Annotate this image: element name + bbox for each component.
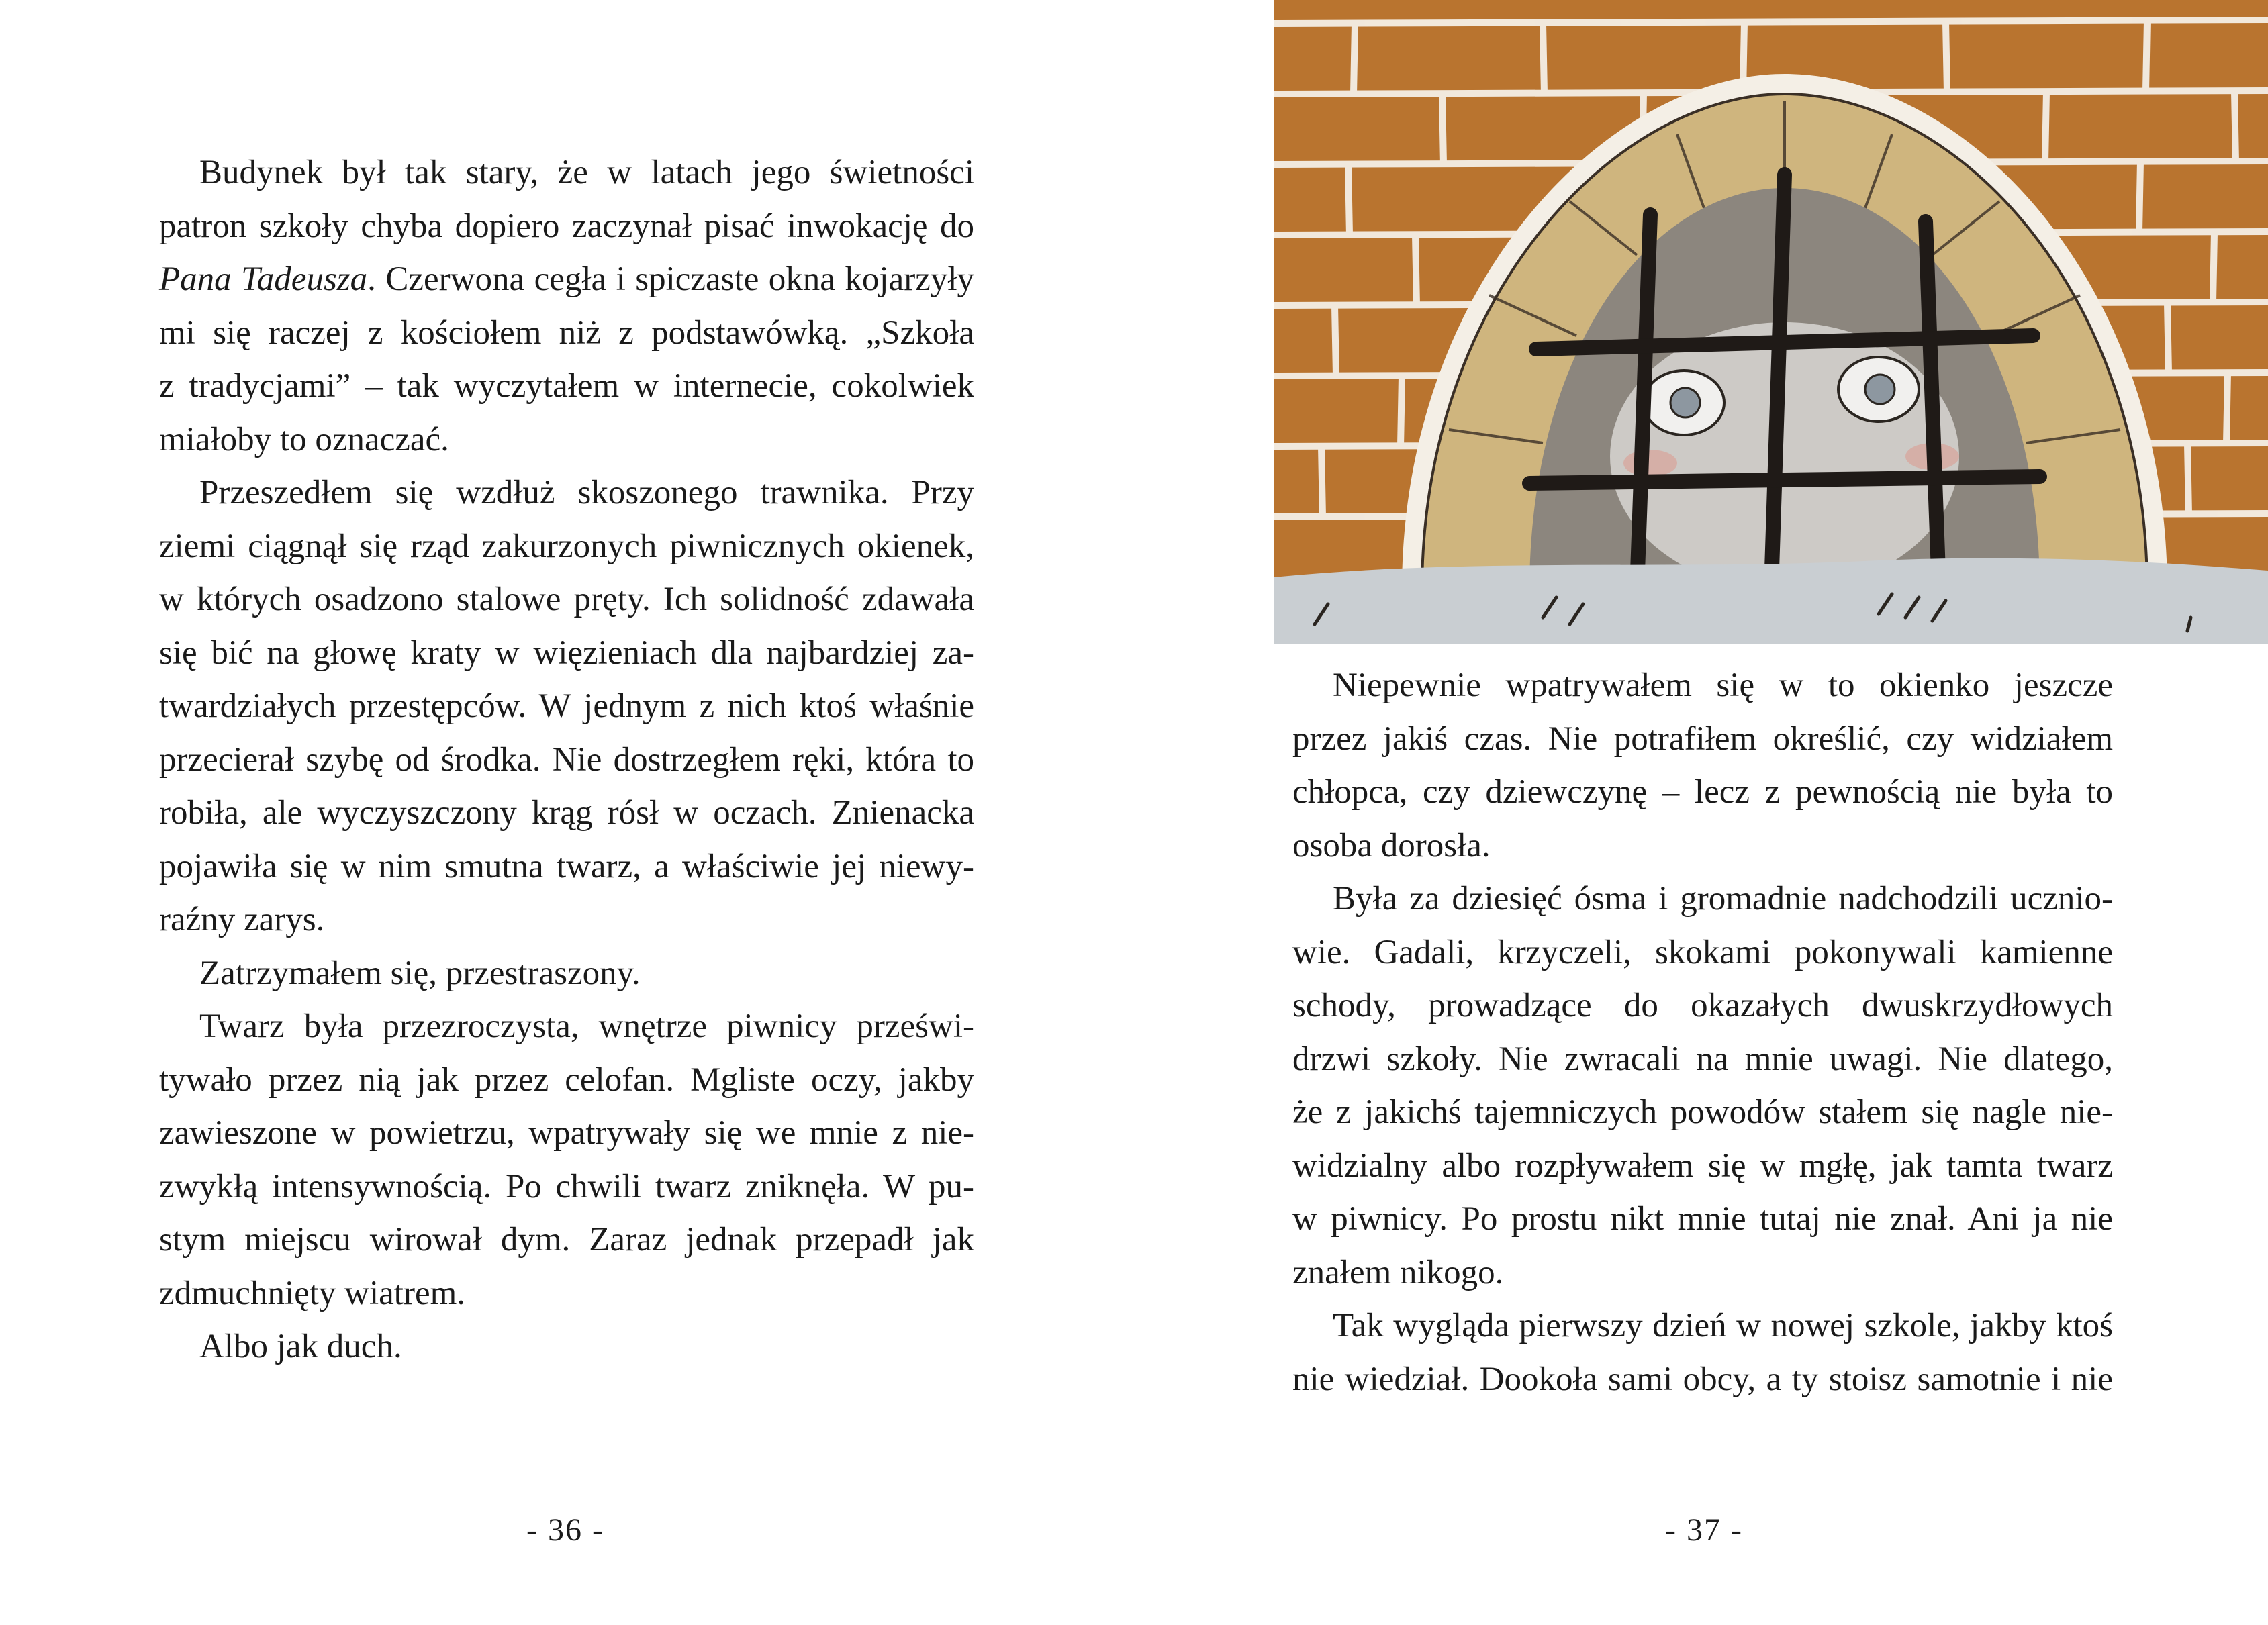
right-paragraph-2: [1292, 873, 2113, 1299]
text-line: Tak wygląda pierwszy dzień w nowej szkole, jakby ktoś: [1333, 1307, 2113, 1344]
text-line: przecierał szybę od środka. Nie dostrzegłem ręki, która to: [159, 740, 974, 779]
right-paragraph-3: [1292, 1299, 2113, 1406]
text-line: widzialny albo rozpływałem się w mgłę, jak tamta twarz: [1292, 1146, 2113, 1185]
text-line: Przeszedłem się wzdłuż skoszonego trawnika. Przy: [199, 474, 974, 511]
text-line: zawieszone w powietrzu, wpatrywały się we mnie z nie-: [159, 1114, 974, 1152]
text-line: Zatrzymałem się, przestraszony.: [199, 954, 641, 992]
text-line: znałem nikogo.: [1292, 1253, 1504, 1291]
italic-title: Pana Tadeusza: [159, 260, 368, 298]
text-line: w których osadzono stalowe pręty. Ich solidność zdawała: [159, 581, 974, 618]
text-line: się bić na głowę kraty w więzieniach dla najbardziej za-: [159, 634, 974, 672]
text-line: mi się raczej z kościołem niż z podstawówką. „Szkoła: [159, 313, 974, 352]
text-line: przez jakiś czas. Nie potrafiłem określić, czy widziałem: [1292, 720, 2113, 758]
text-line: miałoby to oznaczać.: [159, 420, 449, 458]
text-line: osoba dorosła.: [1292, 826, 1491, 865]
text-line: tywało przez nią jak przez celofan. Mgliste oczy, jakby: [159, 1061, 974, 1099]
basement-window-ghost-face-illustration: [1274, 0, 2268, 644]
right-text-column: [1292, 659, 2113, 1406]
text-line: patron szkoły chyba dopiero zaczynał pisać inwokację do: [159, 207, 974, 245]
text-line: w piwnicy. Po prostu nikt mnie tutaj nie znał. Ani ja nie: [1292, 1200, 2113, 1238]
text-line: Albo jak duch.: [199, 1328, 402, 1365]
text-line: zwykłą intensywnością. Po chwili twarz zniknęła. W pu-: [159, 1167, 974, 1205]
page-number-right: - 37 -: [1665, 1512, 1743, 1548]
text-line: zdmuchnięty wiatrem.: [159, 1274, 466, 1312]
left-paragraph-1: [159, 146, 974, 466]
text-line: stym miejscu wirował dym. Zaraz jednak przepadł jak: [159, 1221, 974, 1259]
text-line: Była za dziesięć ósma i gromadnie nadchodzili ucznio-: [1333, 880, 2113, 918]
text-line: robiła, ale wyczyszczony krąg rósł w oczach. Znienacka: [159, 794, 974, 832]
text-line: twardziałych przestępców. W jednym z nich ktoś właśnie: [159, 687, 974, 725]
left-paragraph-2: [159, 466, 974, 947]
text-line: nie wiedział. Dookoła sami obcy, a ty stoisz samotnie i nie: [1292, 1360, 2113, 1398]
page-number-left: - 36 -: [526, 1512, 604, 1548]
text-line: ziemi ciągnął się rząd zakurzonych piwnicznych okienek,: [159, 527, 974, 565]
left-text-column: [159, 146, 974, 1374]
text-line: że z jakichś tajemniczych powodów stałem się nagle nie-: [1292, 1093, 2113, 1131]
left-paragraph-4: [159, 1000, 974, 1320]
right-paragraph-1: [1292, 659, 2113, 873]
text-line: Twarz była przezroczysta, wnętrze piwnicy prześwi-: [199, 1007, 974, 1045]
text-line: pojawiła się w nim smutna twarz, a właściwie jej niewy-: [159, 847, 974, 885]
text-line: z tradycjami” – tak wyczytałem w internecie, cokolwiek: [159, 367, 974, 405]
text-line: raźny zarys.: [159, 901, 325, 938]
text-line: Niepewnie wpatrywałem się w to okienko jeszcze: [1333, 667, 2113, 704]
text-line: chłopca, czy dziewczynę – lecz z pewnością nie była to: [1292, 773, 2113, 811]
left-paragraph-3: [159, 947, 974, 1001]
text-line: drzwi szkoły. Nie zwracali na mnie uwagi. Nie dlatego,: [1292, 1040, 2113, 1078]
text-line: wie. Gadali, krzyczeli, skokami pokonywali kamienne: [1292, 933, 2113, 971]
text-line-with-italic: Pana Tadeusza. Czerwona cegła i spiczaste okna kojarzyły: [159, 260, 974, 298]
left-paragraph-5: [159, 1320, 974, 1374]
text-line: schody, prowadzące do okazałych dwuskrzydłowych: [1292, 987, 2113, 1024]
text-line: Budynek był tak stary, że w latach jego świetności: [199, 154, 974, 191]
right-page: [1134, 0, 2268, 1625]
